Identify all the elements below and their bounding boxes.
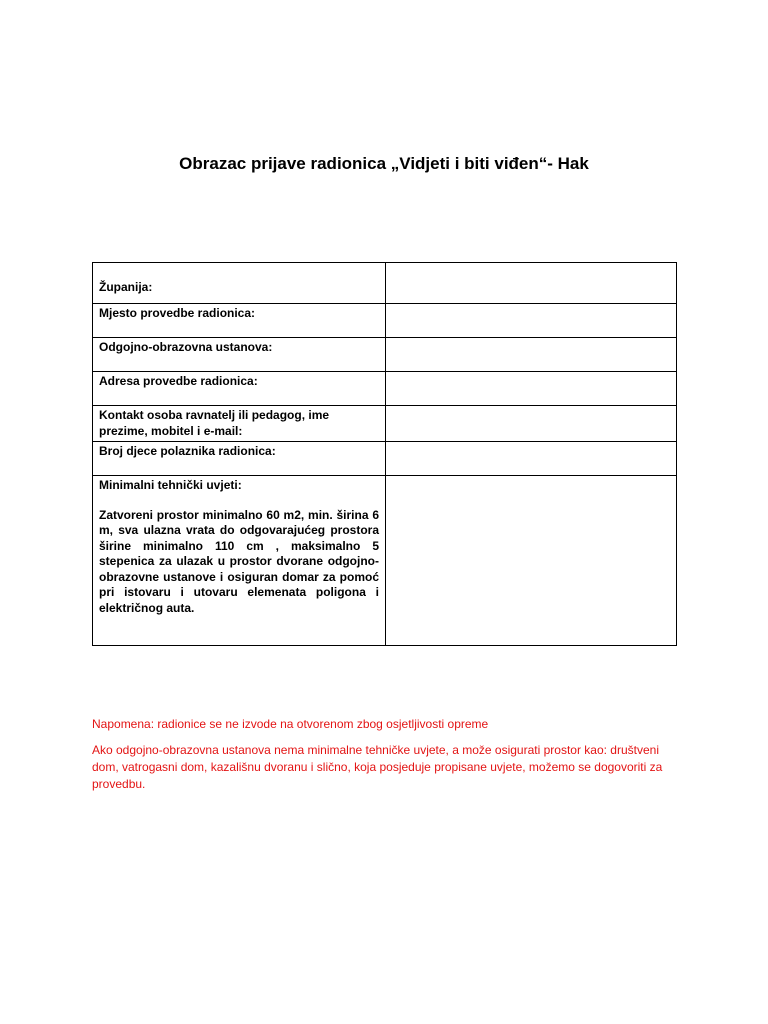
field-label-address: Adresa provedbe radionica: bbox=[93, 372, 386, 406]
page-title: Obrazac prijave radionica „Vidjeti i biti viđen“- Hak bbox=[179, 154, 589, 173]
table-row bbox=[93, 263, 677, 304]
field-label-county: Županija: bbox=[93, 263, 386, 304]
table-row bbox=[93, 476, 677, 646]
table-row bbox=[93, 442, 677, 476]
field-label-children-count: Broj djece polaznika radionica: bbox=[93, 442, 386, 476]
field-value-location[interactable] bbox=[386, 304, 677, 338]
table-row bbox=[93, 304, 677, 338]
field-value-technical-conditions[interactable] bbox=[386, 476, 677, 646]
field-label-institution: Odgojno-obrazovna ustanova: bbox=[93, 338, 386, 372]
field-value-county[interactable] bbox=[386, 263, 677, 304]
field-label-location: Mjesto provedbe radionica: bbox=[93, 304, 386, 338]
table-row bbox=[93, 372, 677, 406]
field-cell-technical-conditions bbox=[93, 476, 386, 646]
note-alternative-venue: Ako odgojno-obrazovna ustanova nema minimalne tehničke uvjete, a može osigurati prostor kao: društveni dom, vatrogasni dom, kazališnu dvoranu i slično, koja posjeduje propisane uvjete, možemo se dogovoriti za provedbu. bbox=[92, 743, 663, 791]
field-label-contact: Kontakt osoba ravnatelj ili pedagog, ime prezime, mobitel i e-mail: bbox=[93, 406, 386, 442]
table-row bbox=[93, 338, 677, 372]
field-value-contact[interactable] bbox=[386, 406, 677, 442]
field-value-address[interactable] bbox=[386, 372, 677, 406]
field-label-technical-conditions: Minimalni tehnički uvjeti: bbox=[99, 478, 242, 492]
technical-conditions-text: Zatvoreni prostor minimalno 60 m2, min. širina 6 m, sva ulazna vrata do odgovarajućeg prostora širine minimalno 110 cm , maksimalno 5 stepenica za ulazak u prostor dvorane odgojno-obrazovne ustanove i osiguran domar za pomoć pri istovaru i utovaru elemenata poligona i električnog auta. bbox=[99, 507, 379, 615]
table-row bbox=[93, 406, 677, 442]
application-form-table bbox=[92, 262, 677, 646]
field-value-children-count[interactable] bbox=[386, 442, 677, 476]
note-outdoor: Napomena: radionice se ne izvode na otvorenom zbog osjetljivosti opreme bbox=[92, 717, 489, 731]
field-value-institution[interactable] bbox=[386, 338, 677, 372]
